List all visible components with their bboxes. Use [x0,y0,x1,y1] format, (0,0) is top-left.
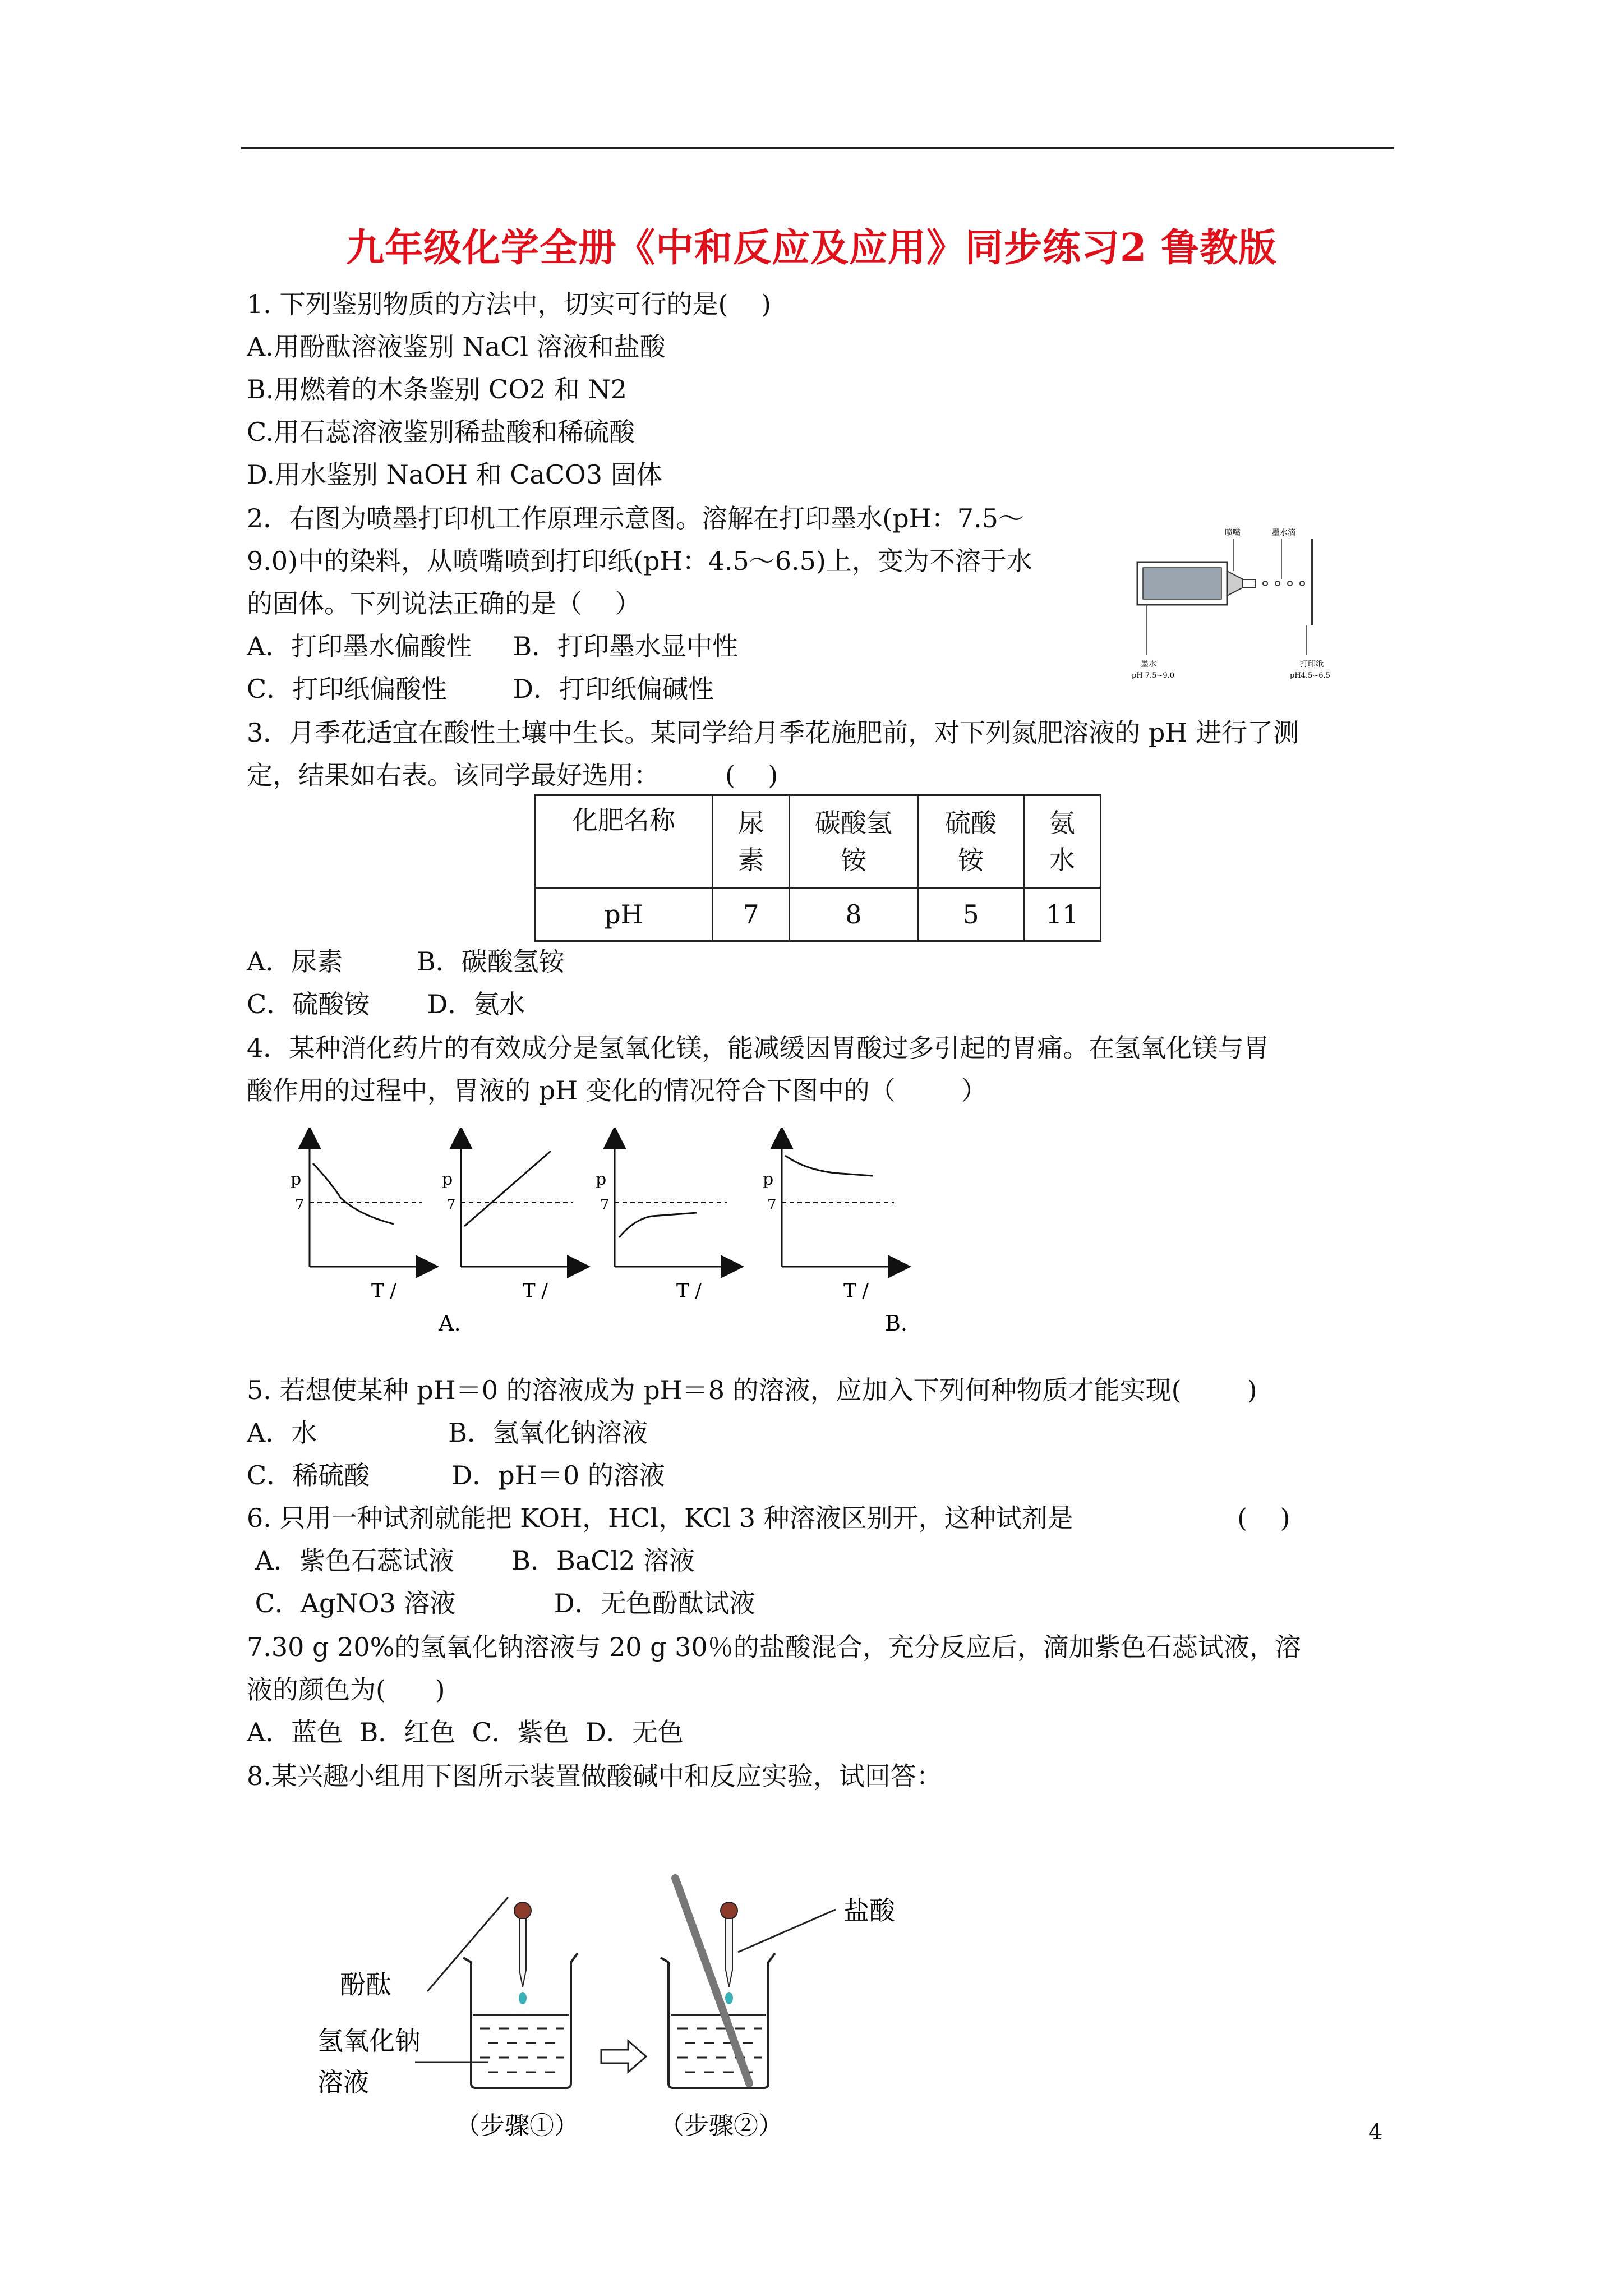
question-8: 8.某兴趣小组用下图所示装置做酸碱中和反应实验，试回答： [247,1761,942,1791]
ink-label: 墨水 [1141,660,1156,669]
ph-graph-2 [442,1138,579,1302]
indicator-pointer [427,1897,508,1991]
question-7-line-1: 7.30 g 20%的氢氧化钠溶液与 20 g 30％的盐酸混合，充分反应后，滴加紫色石蕊试液，溶 [247,1632,1301,1662]
q1-option-c: C.用石蕊溶液鉴别稀盐酸和稀硫酸 [247,417,635,447]
name-line: 尿 [738,808,764,838]
ph-graph-4 [763,1138,900,1302]
name-line: 氨 [1049,808,1075,838]
beaker-step-1 [415,1897,578,2088]
q3-options-cd: C．硫酸铵 D．氨水 [247,989,525,1019]
question-1: 1. 下列鉴别物质的方法中，切实可行的是( ) [247,289,771,319]
question-4-line-2: 酸作用的过程中，胃液的 pH 变化的情况符合下图中的（ ） [247,1075,987,1106]
paper-ph-label: pH4.5~6.5 [1290,671,1330,680]
printer-schematic [1122,527,1368,696]
ph-curve [464,1151,551,1226]
q6-options-cd: C．AgNO3 溶液 D．无色酚酞试液 [247,1588,755,1618]
table-ph-value: 8 [790,888,918,941]
question-2-line-3: 的固体。下列说法正确的是（ ） [247,588,641,619]
dropper-bulb [514,1902,531,1919]
fertilizer-ph-table [534,794,1101,942]
name-line: 碳酸氢 [815,808,892,838]
table-cell-name [1024,795,1101,888]
q1-option-b: B.用燃着的木条鉴别 CO2 和 N2 [247,374,627,404]
question-2-line-2: 9.0)中的染料，从喷嘴喷到打印纸(pH：4.5～6.5)上，变为不溶于水 [247,546,1032,576]
ph-curve [313,1163,394,1224]
liquid-dashes [677,2028,762,2072]
question-2-line-1: 2．右图为喷墨打印机工作原理示意图。溶解在打印墨水(pH：7.5～ [247,503,1024,533]
table-cell-name [713,795,790,888]
dropper-tube [726,1918,732,1987]
q6-options-ab: A．紫色石蕊试液 B．BaCl2 溶液 [247,1545,695,1576]
beaker-outline [668,1953,775,2088]
nozzle-tip [1242,579,1256,587]
step-2-label: （步骤②） [660,2111,783,2140]
nozzle [1227,571,1242,596]
beaker-step-2 [661,1878,836,2088]
page-number: 4 [1368,2119,1383,2145]
dropper-tube [519,1918,526,1987]
x-axis-label: T / [523,1280,548,1302]
acid-pointer [738,1910,836,1952]
name-line: 素 [738,845,764,875]
q1-option-d: D.用水鉴别 NaOH 和 CaCO3 固体 [247,459,662,490]
q2-options-cd: C．打印纸偏酸性 D．打印纸偏碱性 [247,674,714,704]
q5-options-ab: A．水 B．氢氧化钠溶液 [247,1418,648,1448]
table-ph-value: 11 [1024,888,1101,941]
y-axis-label: p [442,1170,453,1189]
y-axis-label: p [291,1170,302,1189]
ph-curve [785,1156,873,1176]
tick-label-7: 7 [446,1197,456,1213]
y-axis-label: p [763,1170,774,1189]
question-7-line-2: 液的颜色为( ) [247,1674,445,1705]
table-row [535,888,1101,941]
ink-ph-label: pH 7.5~9.0 [1132,671,1175,680]
q3-options-ab: A．尿素 B．碳酸氢铵 [247,946,565,977]
tick-label-7: 7 [767,1197,777,1213]
option-label-a: A. [439,1311,461,1335]
ink-reservoir [1143,568,1221,599]
base-label-line-2: 溶液 [317,2067,369,2097]
question-4-line-1: 4．某种消化药片的有效成分是氢氧化镁，能减缓因胃酸过多引起的胃痛。在氢氧化镁与胃 [247,1033,1270,1063]
beaker-lip [661,1958,668,1962]
ink-droplet [1275,581,1280,586]
q2-options-ab: A．打印墨水偏酸性 B．打印墨水显中性 [247,631,739,661]
name-line: 水 [1049,845,1075,875]
indicator-drop [519,1992,527,2004]
header-rule [241,147,1394,149]
step-1-label: （步骤①） [455,2111,579,2140]
name-line: 铵 [841,845,866,875]
ph-graphs [280,1128,925,1335]
table-row [535,795,1101,888]
name-line: 铵 [958,845,984,875]
indicator-label: 酚酞 [340,1970,391,2000]
table-ph-value: 7 [713,888,790,941]
question-5: 5. 若想使某种 pH＝0 的溶液成为 pH＝8 的溶液，应加入下列何种物质才能实现( ) [247,1375,1257,1405]
ph-graph-3 [596,1138,732,1302]
x-axis-label: T / [843,1280,869,1302]
q7-options: A．蓝色 B．红色 C．紫色 D．无色 [247,1717,684,1747]
beaker-lip [463,1958,471,1962]
ph-curve [619,1213,697,1237]
page-title: 九年级化学全册《中和反应及应用》同步练习2 鲁教版 [346,226,1277,270]
tick-label-7: 7 [295,1197,305,1213]
glass-rod [675,1878,749,2083]
paper-label: 打印纸 [1300,660,1324,669]
q1-option-a: A.用酚酞溶液鉴别 NaCl 溶液和盐酸 [247,332,666,362]
ink-droplet [1263,581,1267,586]
option-label-b: B. [885,1311,908,1335]
name-line: 硫酸 [945,808,997,838]
acid-label: 盐酸 [843,1895,895,1926]
experiment-figure [303,1868,1032,2160]
nozzle-label: 喷嘴 [1225,528,1241,537]
q5-options-cd: C．稀硫酸 D．pH＝0 的溶液 [247,1460,665,1490]
table-cell-name [790,795,918,888]
x-axis-label: T / [676,1280,702,1302]
table-ph-value: 5 [918,888,1024,941]
table-cell-name [918,795,1024,888]
question-3-line-1: 3．月季花适宜在酸性土壤中生长。某同学给月季花施肥前，对下列氮肥溶液的 pH 进行了测 [247,717,1299,748]
dropper-bulb [721,1902,737,1919]
table-ph-label: pH [535,888,713,941]
base-label-line-1: 氢氧化钠 [317,2026,421,2056]
ph-graph-1 [291,1138,427,1302]
y-axis-label: p [596,1170,607,1189]
x-axis-label: T / [371,1280,396,1302]
acid-drop [725,1992,733,2004]
ink-droplet [1288,581,1292,586]
tick-label-7: 7 [600,1197,610,1213]
question-6: 6. 只用一种试剂就能把 KOH，HCl，KCl 3 种溶液区别开，这种试剂是 ( ) [247,1503,1290,1533]
liquid-dashes [480,2028,564,2072]
ink-droplet [1300,581,1304,586]
table-header-cell: 化肥名称 [535,795,713,888]
droplet-label: 墨水滴 [1272,528,1295,537]
process-arrow-icon [601,2041,646,2072]
question-3-line-2: 定，结果如右表。该同学最好选用： ( ) [247,760,778,790]
